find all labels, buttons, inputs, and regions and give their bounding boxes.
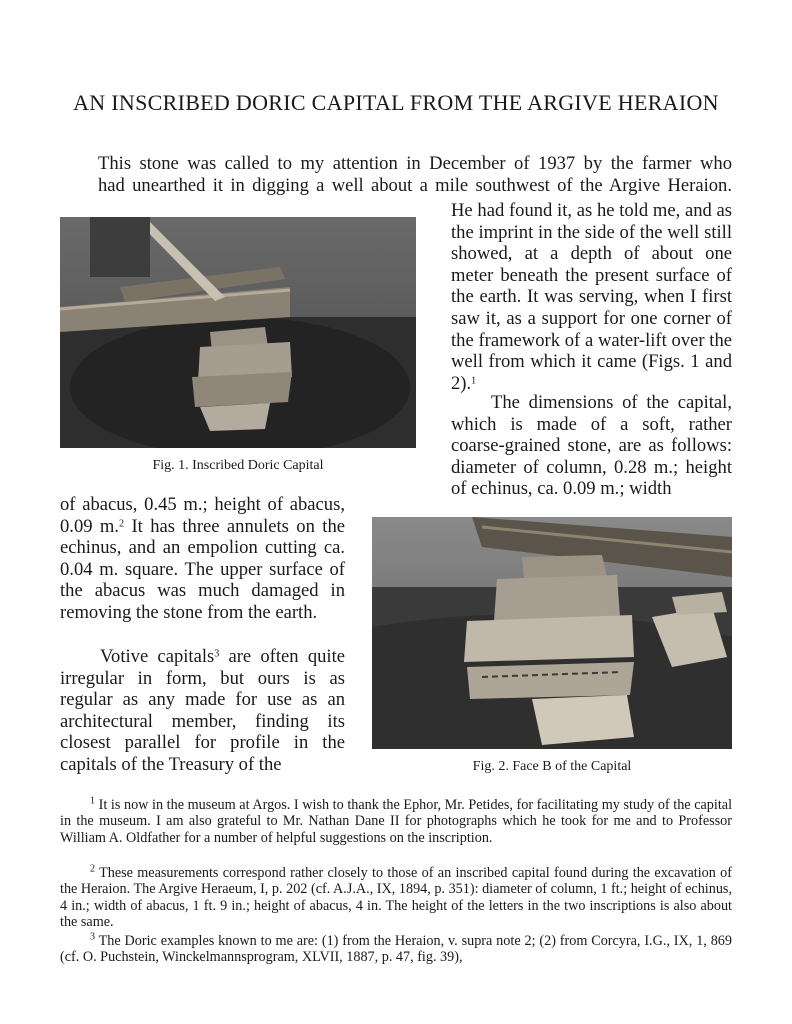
footnote-2	[60, 865, 732, 931]
article-title: AN INSCRIBED DORIC CAPITAL FROM THE ARGIVE HERAION	[73, 90, 719, 115]
dimensions-continued-a: of abacus, 0.45 m.; height of abacus, 0.09 m.	[60, 494, 345, 537]
footnote-3	[60, 933, 732, 966]
footnote-ref-2[interactable]: 2	[119, 518, 125, 530]
footnote-3-number: 3	[90, 931, 95, 943]
votive-text-a: Votive capitals	[100, 646, 215, 667]
footnote-ref-3[interactable]: 3	[214, 648, 220, 660]
footnote-1-text: It is now in the museum at Argos. I wish to thank the Ephor, Mr. Petides, for facilitating my study of the capital in the museum. I am also grateful to Mr. Nathan Dane II for photographs which he took for me and to Professor William A. Oldfather for a number of helpful suggestions on the inscription.	[60, 797, 733, 846]
paragraph-votive	[60, 646, 345, 776]
fig2-caption: Fig. 2. Face B of the Capital	[472, 759, 632, 774]
fig1-photo	[60, 217, 416, 448]
intro-line-1: This stone was called to my attention in December of 1937 by the farmer who	[98, 153, 732, 174]
figure-2	[372, 517, 732, 776]
footnote-1	[60, 797, 732, 846]
fig1-caption: Fig. 1. Inscribed Doric Capital	[152, 458, 324, 473]
fig2-photo	[372, 517, 732, 749]
intro-continued-text: He had found it, as he told me, and as the imprint in the side of the well still showed, at a depth of about one meter beneath the present surface of the earth. It was serving, when I first saw it, as a support for one corner of the framework of a water-lift over the well from which it came (Figs. 1 and 2).	[451, 200, 732, 394]
footnote-2-number: 2	[90, 863, 95, 875]
footnote-ref-1[interactable]: 1	[471, 375, 477, 387]
paragraph-intro	[60, 153, 732, 196]
footnote-1-number: 1	[90, 795, 95, 807]
footnote-3-text: The Doric examples known to me are: (1) from the Heraion, v. supra note 2; (2) from Corcyra, I.G., IX, 1, 869 (cf. O. Puchstein, Winckelmannsprogram, XLVII, 1887, p. 47, fig. 39),	[60, 933, 732, 966]
figure-1	[60, 217, 416, 475]
footnote-2-text: These measurements correspond rather closely to those of an inscribed capital found during the excavation of the Heraion. The Argive Heraeum, I, p. 202 (cf. A.J.A., IX, 1894, p. 351): diameter of column, 1 ft.; height of echinus, 4 in.; width of abacus, 1 ft. 9 in.; height of abacus, 4 in. The height of the letters in the two inscriptions is also about the same.	[60, 865, 733, 931]
paragraph-dimensions-continued	[60, 494, 345, 624]
paragraph-intro-continued	[451, 200, 732, 394]
dimensions-continued-b: It has three annulets on the echinus, and an empolion cutting ca. 0.04 m. square. The upper surface of the abacus was much damaged in removing the stone from the earth.	[60, 515, 345, 623]
intro-line-2: had unearthed it in digging a well about a mile southwest of the Argive Heraion.	[98, 174, 732, 196]
paragraph-dimensions: The dimensions of the capital, which is made of a soft, rather coarse-grained stone, are as follows: diameter of column, 0.28 m.; height of echinus, ca. 0.09 m.; width	[451, 392, 732, 500]
votive-text-b: are often quite irregular in form, but ours is as regular as any made for use as an architectural member, finding its closest parallel for profile in the capitals of the Treasury of the	[60, 646, 345, 775]
